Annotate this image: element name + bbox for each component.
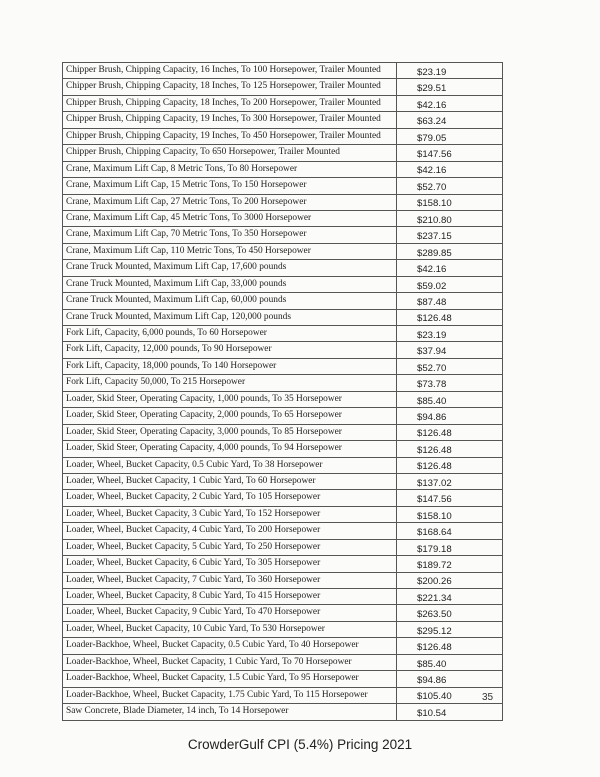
equipment-description: Loader, Wheel, Bucket Capacity, 1 Cubic Yard, To 60 Horsepower <box>63 473 397 489</box>
equipment-description: Loader, Wheel, Bucket Capacity, 2 Cubic Yard, To 105 Horsepower <box>63 490 397 506</box>
hourly-price: $73.78 <box>397 375 503 391</box>
equipment-description: Chipper Brush, Chipping Capacity, To 650 Horsepower, Trailer Mounted <box>63 145 397 161</box>
equipment-description: Chipper Brush, Chipping Capacity, 19 Inches, To 450 Horsepower, Trailer Mounted <box>63 128 397 144</box>
hourly-price: $59.02 <box>397 276 503 292</box>
hourly-price: $189.72 <box>397 556 503 572</box>
table-row <box>63 539 503 555</box>
hourly-price: $210.80 <box>397 210 503 226</box>
hourly-price: $23.19 <box>397 63 503 79</box>
table-row <box>63 572 503 588</box>
table-row <box>63 589 503 605</box>
equipment-description: Crane, Maximum Lift Cap, 15 Metric Tons, To 150 Horsepower <box>63 178 397 194</box>
equipment-description: Chipper Brush, Chipping Capacity, 18 Inches, To 125 Horsepower, Trailer Mounted <box>63 79 397 95</box>
table-row <box>63 112 503 128</box>
hourly-price: $126.48 <box>397 309 503 325</box>
hourly-price: $94.86 <box>397 408 503 424</box>
equipment-description: Crane Truck Mounted, Maximum Lift Cap, 120,000 pounds <box>63 309 397 325</box>
page-number: 35 <box>482 692 494 703</box>
table-row <box>63 79 503 95</box>
equipment-description: Loader, Skid Steer, Operating Capacity, 1,000 pounds, To 35 Horsepower <box>63 391 397 407</box>
table-row <box>63 260 503 276</box>
equipment-description: Loader, Wheel, Bucket Capacity, 0.5 Cubic Yard, To 38 Horsepower <box>63 457 397 473</box>
table-row <box>63 128 503 144</box>
table-row <box>63 391 503 407</box>
table-row <box>63 161 503 177</box>
equipment-description: Loader, Wheel, Bucket Capacity, 8 Cubic Yard, To 415 Horsepower <box>63 589 397 605</box>
hourly-price: $85.40 <box>397 654 503 670</box>
equipment-description: Chipper Brush, Chipping Capacity, 18 Inches, To 200 Horsepower, Trailer Mounted <box>63 95 397 111</box>
equipment-description: Loader-Backhoe, Wheel, Bucket Capacity, 0.5 Cubic Yard, To 40 Horsepower <box>63 638 397 654</box>
table-row <box>63 375 503 391</box>
hourly-price: $168.64 <box>397 523 503 539</box>
hourly-price: $42.16 <box>397 95 503 111</box>
hourly-price: $105.40 <box>397 687 503 703</box>
table-row <box>63 243 503 259</box>
table-row <box>63 194 503 210</box>
equipment-description: Loader, Wheel, Bucket Capacity, 9 Cubic Yard, To 470 Horsepower <box>63 605 397 621</box>
table-row <box>63 687 503 703</box>
table-row <box>63 671 503 687</box>
hourly-price: $295.12 <box>397 621 503 637</box>
equipment-description: Crane Truck Mounted, Maximum Lift Cap, 17,600 pounds <box>63 260 397 276</box>
equipment-description: Crane Truck Mounted, Maximum Lift Cap, 33,000 pounds <box>63 276 397 292</box>
hourly-price: $37.94 <box>397 342 503 358</box>
equipment-description: Crane, Maximum Lift Cap, 110 Metric Tons, To 450 Horsepower <box>63 243 397 259</box>
hourly-price: $221.34 <box>397 589 503 605</box>
hourly-price: $126.48 <box>397 638 503 654</box>
table-row <box>63 638 503 654</box>
table-row <box>63 95 503 111</box>
hourly-price: $87.48 <box>397 293 503 309</box>
equipment-description: Loader, Wheel, Bucket Capacity, 3 Cubic Yard, To 152 Horsepower <box>63 506 397 522</box>
table-row <box>63 490 503 506</box>
hourly-price: $137.02 <box>397 473 503 489</box>
equipment-description: Loader, Skid Steer, Operating Capacity, 4,000 pounds, To 94 Horsepower <box>63 441 397 457</box>
equipment-description: Fork Lift, Capacity, 12,000 pounds, To 90 Horsepower <box>63 342 397 358</box>
table-row <box>63 523 503 539</box>
hourly-price: $289.85 <box>397 243 503 259</box>
hourly-price: $179.18 <box>397 539 503 555</box>
hourly-price: $147.56 <box>397 490 503 506</box>
table-row <box>63 441 503 457</box>
table-row <box>63 457 503 473</box>
table-row <box>63 276 503 292</box>
table-row <box>63 704 503 720</box>
hourly-price: $237.15 <box>397 227 503 243</box>
equipment-description: Loader, Skid Steer, Operating Capacity, 3,000 pounds, To 85 Horsepower <box>63 424 397 440</box>
table-row <box>63 210 503 226</box>
hourly-price: $147.56 <box>397 145 503 161</box>
equipment-description: Saw Concrete, Blade Diameter, 14 inch, To 14 Horsepower <box>63 704 397 720</box>
equipment-description: Fork Lift, Capacity, 18,000 pounds, To 140 Horsepower <box>63 358 397 374</box>
equipment-description: Loader, Skid Steer, Operating Capacity, 2,000 pounds, To 65 Horsepower <box>63 408 397 424</box>
hourly-price: $126.48 <box>397 457 503 473</box>
table-row <box>63 556 503 572</box>
equipment-description: Fork Lift, Capacity, 6,000 pounds, To 60 Horsepower <box>63 326 397 342</box>
hourly-price: $126.48 <box>397 424 503 440</box>
equipment-description: Fork Lift, Capacity 50,000, To 215 Horsepower <box>63 375 397 391</box>
equipment-description: Loader, Wheel, Bucket Capacity, 5 Cubic Yard, To 250 Horsepower <box>63 539 397 555</box>
equipment-pricing-table <box>62 62 503 721</box>
table-row <box>63 309 503 325</box>
table-row <box>63 424 503 440</box>
equipment-description: Loader-Backhoe, Wheel, Bucket Capacity, 1.75 Cubic Yard, To 115 Horsepower <box>63 687 397 703</box>
table-row <box>63 358 503 374</box>
equipment-description: Crane, Maximum Lift Cap, 70 Metric Tons, To 350 Horsepower <box>63 227 397 243</box>
table-row <box>63 326 503 342</box>
equipment-description: Chipper Brush, Chipping Capacity, 16 Inches, To 100 Horsepower, Trailer Mounted <box>63 63 397 79</box>
table-row <box>63 621 503 637</box>
hourly-price: $263.50 <box>397 605 503 621</box>
hourly-price: $52.70 <box>397 358 503 374</box>
hourly-price: $158.10 <box>397 194 503 210</box>
hourly-price: $200.26 <box>397 572 503 588</box>
hourly-price: $42.16 <box>397 161 503 177</box>
hourly-price: $158.10 <box>397 506 503 522</box>
table-row <box>63 145 503 161</box>
equipment-description: Chipper Brush, Chipping Capacity, 19 Inches, To 300 Horsepower, Trailer Mounted <box>63 112 397 128</box>
hourly-price: $126.48 <box>397 441 503 457</box>
equipment-description: Loader, Wheel, Bucket Capacity, 7 Cubic Yard, To 360 Horsepower <box>63 572 397 588</box>
hourly-price: $79.05 <box>397 128 503 144</box>
table-row <box>63 178 503 194</box>
document-footer: CrowderGulf CPI (5.4%) Pricing 2021 <box>187 737 413 752</box>
table-row <box>63 506 503 522</box>
equipment-description: Crane Truck Mounted, Maximum Lift Cap, 60,000 pounds <box>63 293 397 309</box>
hourly-price: $10.54 <box>397 704 503 720</box>
equipment-description: Loader, Wheel, Bucket Capacity, 10 Cubic Yard, To 530 Horsepower <box>63 621 397 637</box>
table-row <box>63 654 503 670</box>
hourly-price: $42.16 <box>397 260 503 276</box>
table-row <box>63 63 503 79</box>
equipment-description: Loader-Backhoe, Wheel, Bucket Capacity, 1 Cubic Yard, To 70 Horsepower <box>63 654 397 670</box>
equipment-description: Loader, Wheel, Bucket Capacity, 6 Cubic Yard, To 305 Horsepower <box>63 556 397 572</box>
hourly-price: $23.19 <box>397 326 503 342</box>
hourly-price: $94.86 <box>397 671 503 687</box>
table-row <box>63 342 503 358</box>
table-row <box>63 293 503 309</box>
table-row <box>63 227 503 243</box>
equipment-description: Crane, Maximum Lift Cap, 45 Metric Tons, To 3000 Horsepower <box>63 210 397 226</box>
hourly-price: $29.51 <box>397 79 503 95</box>
equipment-description: Crane, Maximum Lift Cap, 27 Metric Tons, To 200 Horsepower <box>63 194 397 210</box>
equipment-description: Loader-Backhoe, Wheel, Bucket Capacity, 1.5 Cubic Yard, To 95 Horsepower <box>63 671 397 687</box>
table-row <box>63 473 503 489</box>
table-row <box>63 408 503 424</box>
hourly-price: $85.40 <box>397 391 503 407</box>
hourly-price: $63.24 <box>397 112 503 128</box>
hourly-price: $52.70 <box>397 178 503 194</box>
equipment-description: Loader, Wheel, Bucket Capacity, 4 Cubic Yard, To 200 Horsepower <box>63 523 397 539</box>
equipment-description: Crane, Maximum Lift Cap, 8 Metric Tons, To 80 Horsepower <box>63 161 397 177</box>
table-row <box>63 605 503 621</box>
